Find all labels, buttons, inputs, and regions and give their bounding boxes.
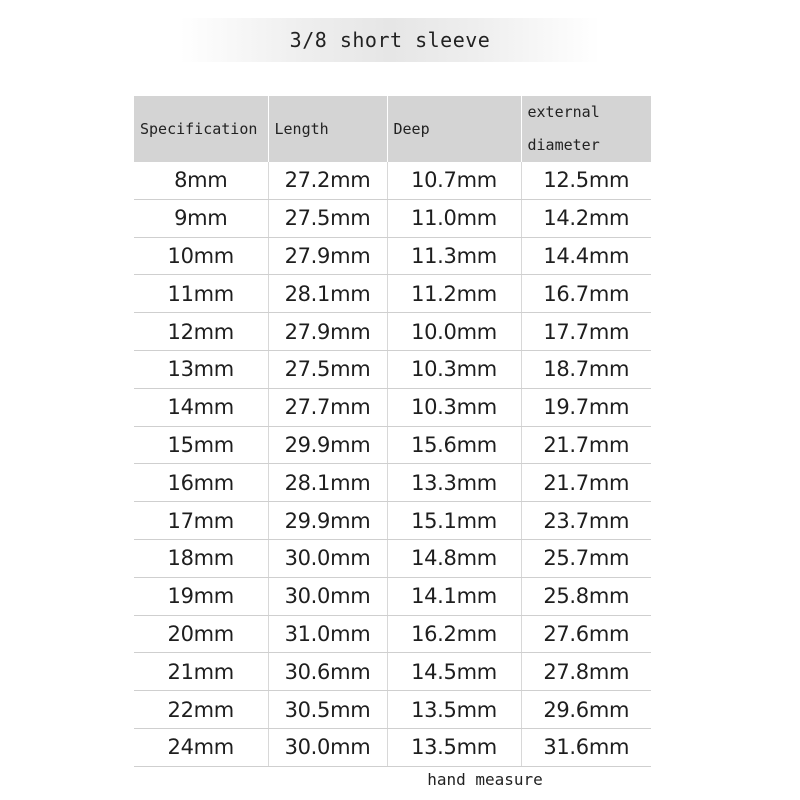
deep-cell: 10.7mm xyxy=(387,162,521,199)
specification-cell: 9mm xyxy=(134,199,268,237)
table-header-row xyxy=(134,96,651,162)
header-length: Length xyxy=(268,96,387,162)
external-diameter-cell: 16.7mm xyxy=(521,275,651,313)
deep-cell: 11.0mm xyxy=(387,199,521,237)
footer-note: hand measure xyxy=(427,770,543,789)
external-diameter-cell: 14.4mm xyxy=(521,237,651,275)
specification-table xyxy=(134,96,651,767)
specification-cell: 10mm xyxy=(134,237,268,275)
external-diameter-cell: 29.6mm xyxy=(521,691,651,729)
specification-cell: 19mm xyxy=(134,577,268,615)
external-diameter-cell: 21.7mm xyxy=(521,426,651,464)
specification-cell: 11mm xyxy=(134,275,268,313)
length-cell: 30.6mm xyxy=(268,653,387,691)
header-specification: Specification xyxy=(134,96,268,162)
deep-cell: 13.5mm xyxy=(387,691,521,729)
external-diameter-cell: 17.7mm xyxy=(521,313,651,351)
table-row xyxy=(134,615,651,653)
table-row xyxy=(134,275,651,313)
length-cell: 30.0mm xyxy=(268,728,387,766)
table-row xyxy=(134,728,651,766)
specification-cell: 12mm xyxy=(134,313,268,351)
external-diameter-cell: 23.7mm xyxy=(521,502,651,540)
deep-cell: 11.2mm xyxy=(387,275,521,313)
external-diameter-cell: 21.7mm xyxy=(521,464,651,502)
header-deep: Deep xyxy=(387,96,521,162)
table-row xyxy=(134,577,651,615)
length-cell: 28.1mm xyxy=(268,275,387,313)
specification-cell: 13mm xyxy=(134,350,268,388)
deep-cell: 10.3mm xyxy=(387,350,521,388)
header-external-diameter: external diameter xyxy=(521,96,651,162)
table-row xyxy=(134,691,651,729)
external-diameter-cell: 14.2mm xyxy=(521,199,651,237)
table-row xyxy=(134,464,651,502)
table-row xyxy=(134,502,651,540)
external-diameter-cell: 19.7mm xyxy=(521,388,651,426)
length-cell: 30.5mm xyxy=(268,691,387,729)
deep-cell: 14.5mm xyxy=(387,653,521,691)
deep-cell: 14.1mm xyxy=(387,577,521,615)
page-title: 3/8 short sleeve xyxy=(289,28,491,52)
specification-cell: 15mm xyxy=(134,426,268,464)
table-row xyxy=(134,199,651,237)
table-row xyxy=(134,653,651,691)
deep-cell: 10.0mm xyxy=(387,313,521,351)
length-cell: 27.2mm xyxy=(268,162,387,199)
table-row xyxy=(134,350,651,388)
length-cell: 31.0mm xyxy=(268,615,387,653)
deep-cell: 16.2mm xyxy=(387,615,521,653)
length-cell: 27.9mm xyxy=(268,313,387,351)
deep-cell: 10.3mm xyxy=(387,388,521,426)
external-diameter-cell: 12.5mm xyxy=(521,162,651,199)
deep-cell: 13.3mm xyxy=(387,464,521,502)
deep-cell: 13.5mm xyxy=(387,728,521,766)
external-diameter-cell: 25.8mm xyxy=(521,577,651,615)
external-diameter-cell: 27.6mm xyxy=(521,615,651,653)
length-cell: 27.9mm xyxy=(268,237,387,275)
deep-cell: 14.8mm xyxy=(387,539,521,577)
length-cell: 27.7mm xyxy=(268,388,387,426)
deep-cell: 15.1mm xyxy=(387,502,521,540)
specification-cell: 8mm xyxy=(134,162,268,199)
specification-cell: 22mm xyxy=(134,691,268,729)
table-row xyxy=(134,162,651,199)
table-row xyxy=(134,237,651,275)
length-cell: 28.1mm xyxy=(268,464,387,502)
table-row xyxy=(134,313,651,351)
length-cell: 29.9mm xyxy=(268,502,387,540)
table-row xyxy=(134,539,651,577)
length-cell: 27.5mm xyxy=(268,350,387,388)
external-diameter-cell: 31.6mm xyxy=(521,728,651,766)
specification-cell: 14mm xyxy=(134,388,268,426)
length-cell: 30.0mm xyxy=(268,577,387,615)
external-diameter-cell: 18.7mm xyxy=(521,350,651,388)
length-cell: 27.5mm xyxy=(268,199,387,237)
specification-cell: 16mm xyxy=(134,464,268,502)
table-row xyxy=(134,388,651,426)
external-diameter-cell: 27.8mm xyxy=(521,653,651,691)
specification-cell: 21mm xyxy=(134,653,268,691)
length-cell: 30.0mm xyxy=(268,539,387,577)
deep-cell: 11.3mm xyxy=(387,237,521,275)
specification-cell: 24mm xyxy=(134,728,268,766)
specification-cell: 17mm xyxy=(134,502,268,540)
length-cell: 29.9mm xyxy=(268,426,387,464)
table-row xyxy=(134,426,651,464)
external-diameter-cell: 25.7mm xyxy=(521,539,651,577)
table-body xyxy=(134,162,651,766)
specification-cell: 20mm xyxy=(134,615,268,653)
deep-cell: 15.6mm xyxy=(387,426,521,464)
specification-cell: 18mm xyxy=(134,539,268,577)
